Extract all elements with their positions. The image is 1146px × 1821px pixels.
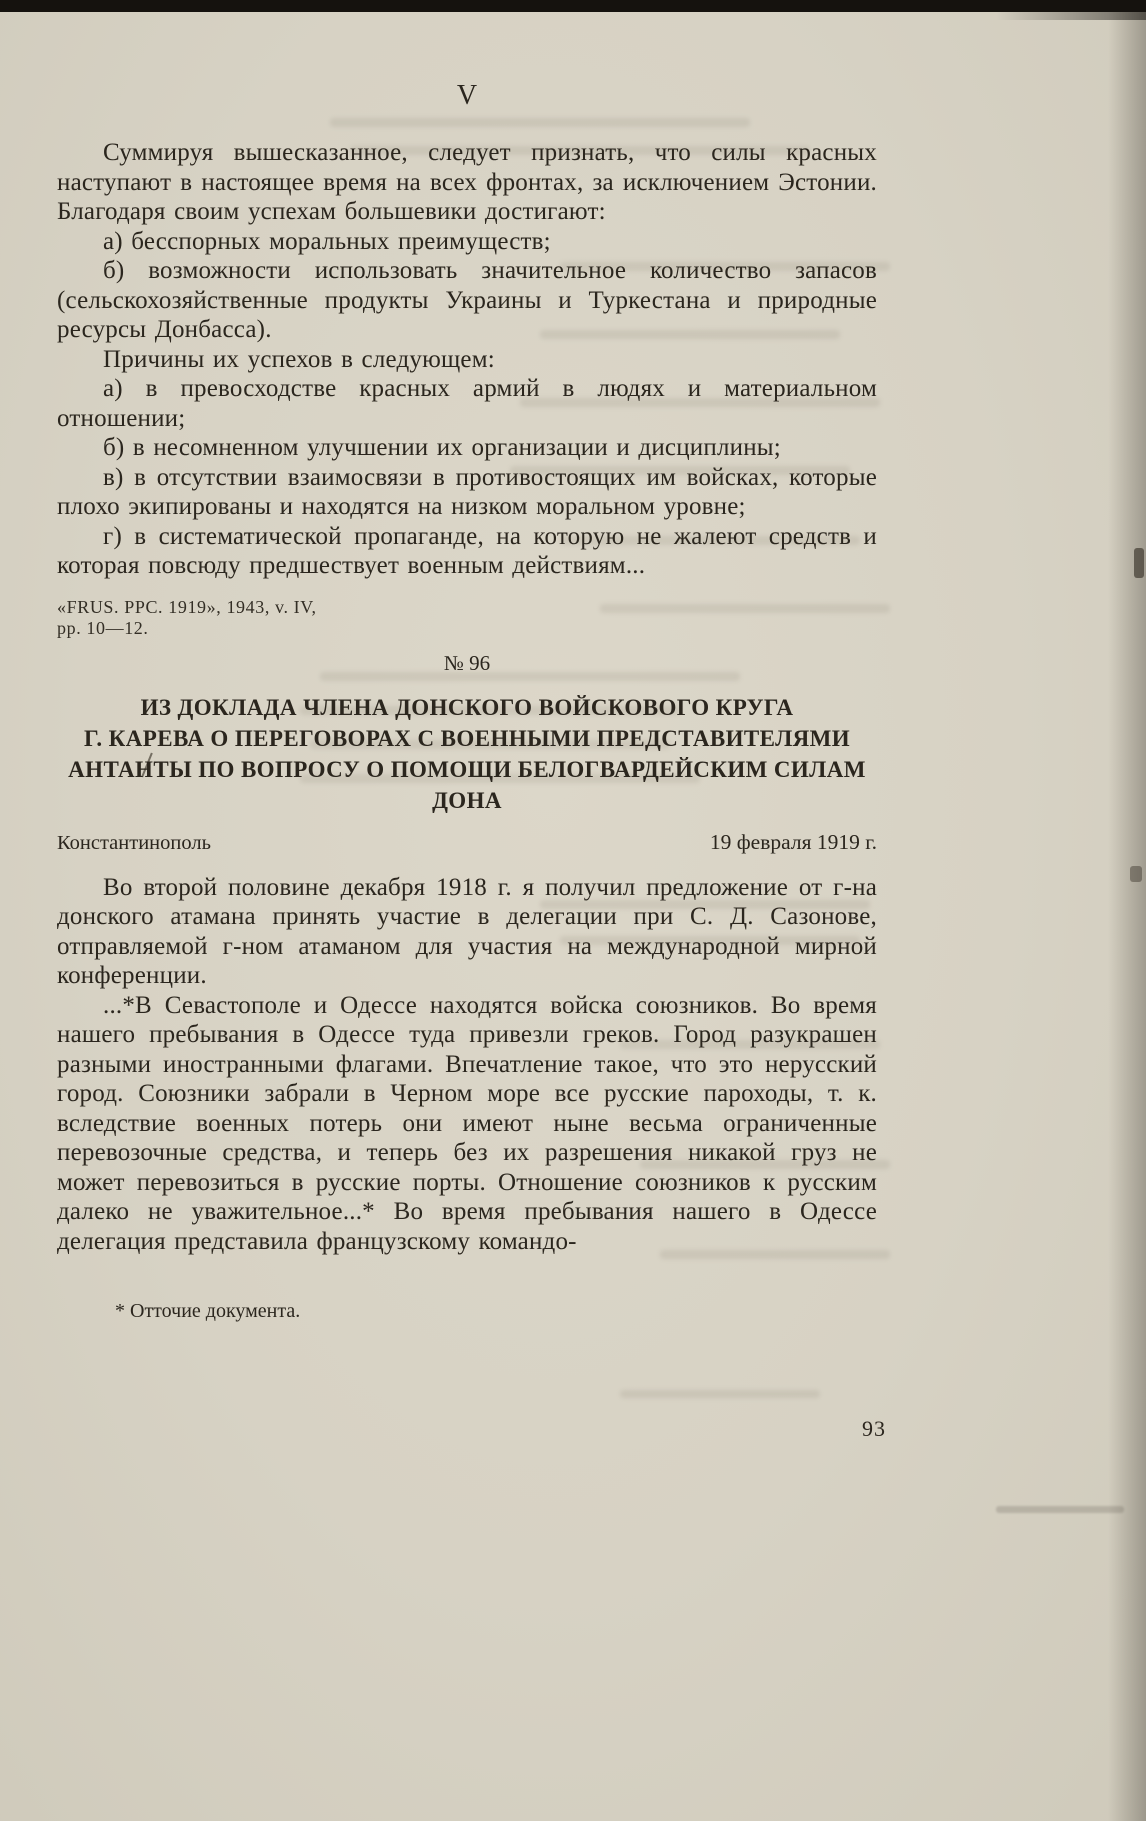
document-number: № 96	[443, 650, 491, 675]
list-item-b2: б) в несомненном улучшении их организации и дисциплины;	[103, 434, 781, 461]
paragraph-causes: Причины их успехов в следующем:	[103, 345, 495, 373]
citation-line: pp. 10—12.	[57, 617, 149, 638]
document-title-line: ДОНА	[432, 787, 502, 813]
list-item-a1: а) бесспорных моральных преимуществ;	[103, 227, 551, 255]
paragraph-intro: Суммируя вышесказанное, следует признать, что силы красных наступают в настоящее время на всех фронтах, за исключением Эстонии. Благодаря своим успехам большевики достигают:	[57, 139, 877, 225]
document-title-line: АНТАНТЫ ПО ВОПРОСУ О ПОМОЩИ БЕЛОГВАРДЕЙСКИМ СИЛАМ	[68, 756, 866, 782]
section-heading: V	[456, 80, 478, 111]
dateline	[57, 830, 877, 855]
scan-speck	[996, 1506, 1124, 1513]
list-item-a2: а) в превосходстве красных армий в людях и материальном отношении;	[57, 375, 877, 432]
page-content	[57, 80, 877, 1323]
list-item-b1: б) возможности использовать значительное количество запасов (сельскохозяйственные продукты Украины и Туркестана и природные ресурсы Донбасса).	[57, 257, 877, 343]
page-number: 93	[862, 1416, 886, 1441]
list-item-v2: в) в отсутствии взаимосвязи в противостоящих им войсках, которые плохо экипированы и находятся на низком моральном уровне;	[57, 463, 877, 520]
scan-speck	[1130, 866, 1142, 882]
scan-edge-top-right	[996, 12, 1146, 20]
dateline-place: Константинополь	[57, 831, 211, 854]
dateline-date: 19 февраля 1919 г.	[709, 829, 877, 854]
document-title-line: ИЗ ДОКЛАДА ЧЛЕНА ДОНСКОГО ВОЙСКОВОГО КРУГА	[140, 694, 794, 720]
document-paragraph: ...*В Севастополе и Одессе находятся войска союзников. Во время нашего пребывания в Одессе туда привезли греков. Город разукрашен разными иностранными флагами. Впечатление такое, что это нерусский город. Союзники забрали в Черном море все русские пароходы, т. к. вследствие военных потерь они имеют ныне весьма ограниченные перевозочные средства, и теперь без их разрешения никакой груз не может перевозиться в русские порты. Отношение союзников к русским далеко не уважительное...* Во время пребывания нашего в Одессе делегация представила французскому командо-	[57, 991, 877, 1255]
source-citation	[57, 597, 877, 639]
document-title	[57, 692, 877, 816]
list-item-g2: г) в систематической пропаганде, на которую не жалеют средств и которая повсюду предшествует военным действиям...	[57, 522, 877, 579]
scan-edge-top	[0, 0, 1146, 12]
document-paragraph: Во второй половине декабря 1918 г. я получил предложение от г-на донского атамана принять участие в делегации при С. Д. Сазонове, отправляемой г-ном атаманом для участия на международной мирной конференции.	[57, 873, 877, 989]
document-title-line: Г. КАРЕВА О ПЕРЕГОВОРАХ С ВОЕННЫМИ ПРЕДСТАВИТЕЛЯМИ	[83, 725, 851, 751]
scan-speck	[1134, 548, 1144, 578]
citation-line: «FRUS. PPC. 1919», 1943, v. IV,	[57, 596, 317, 617]
footnote: * Отточие документа.	[115, 1300, 301, 1322]
